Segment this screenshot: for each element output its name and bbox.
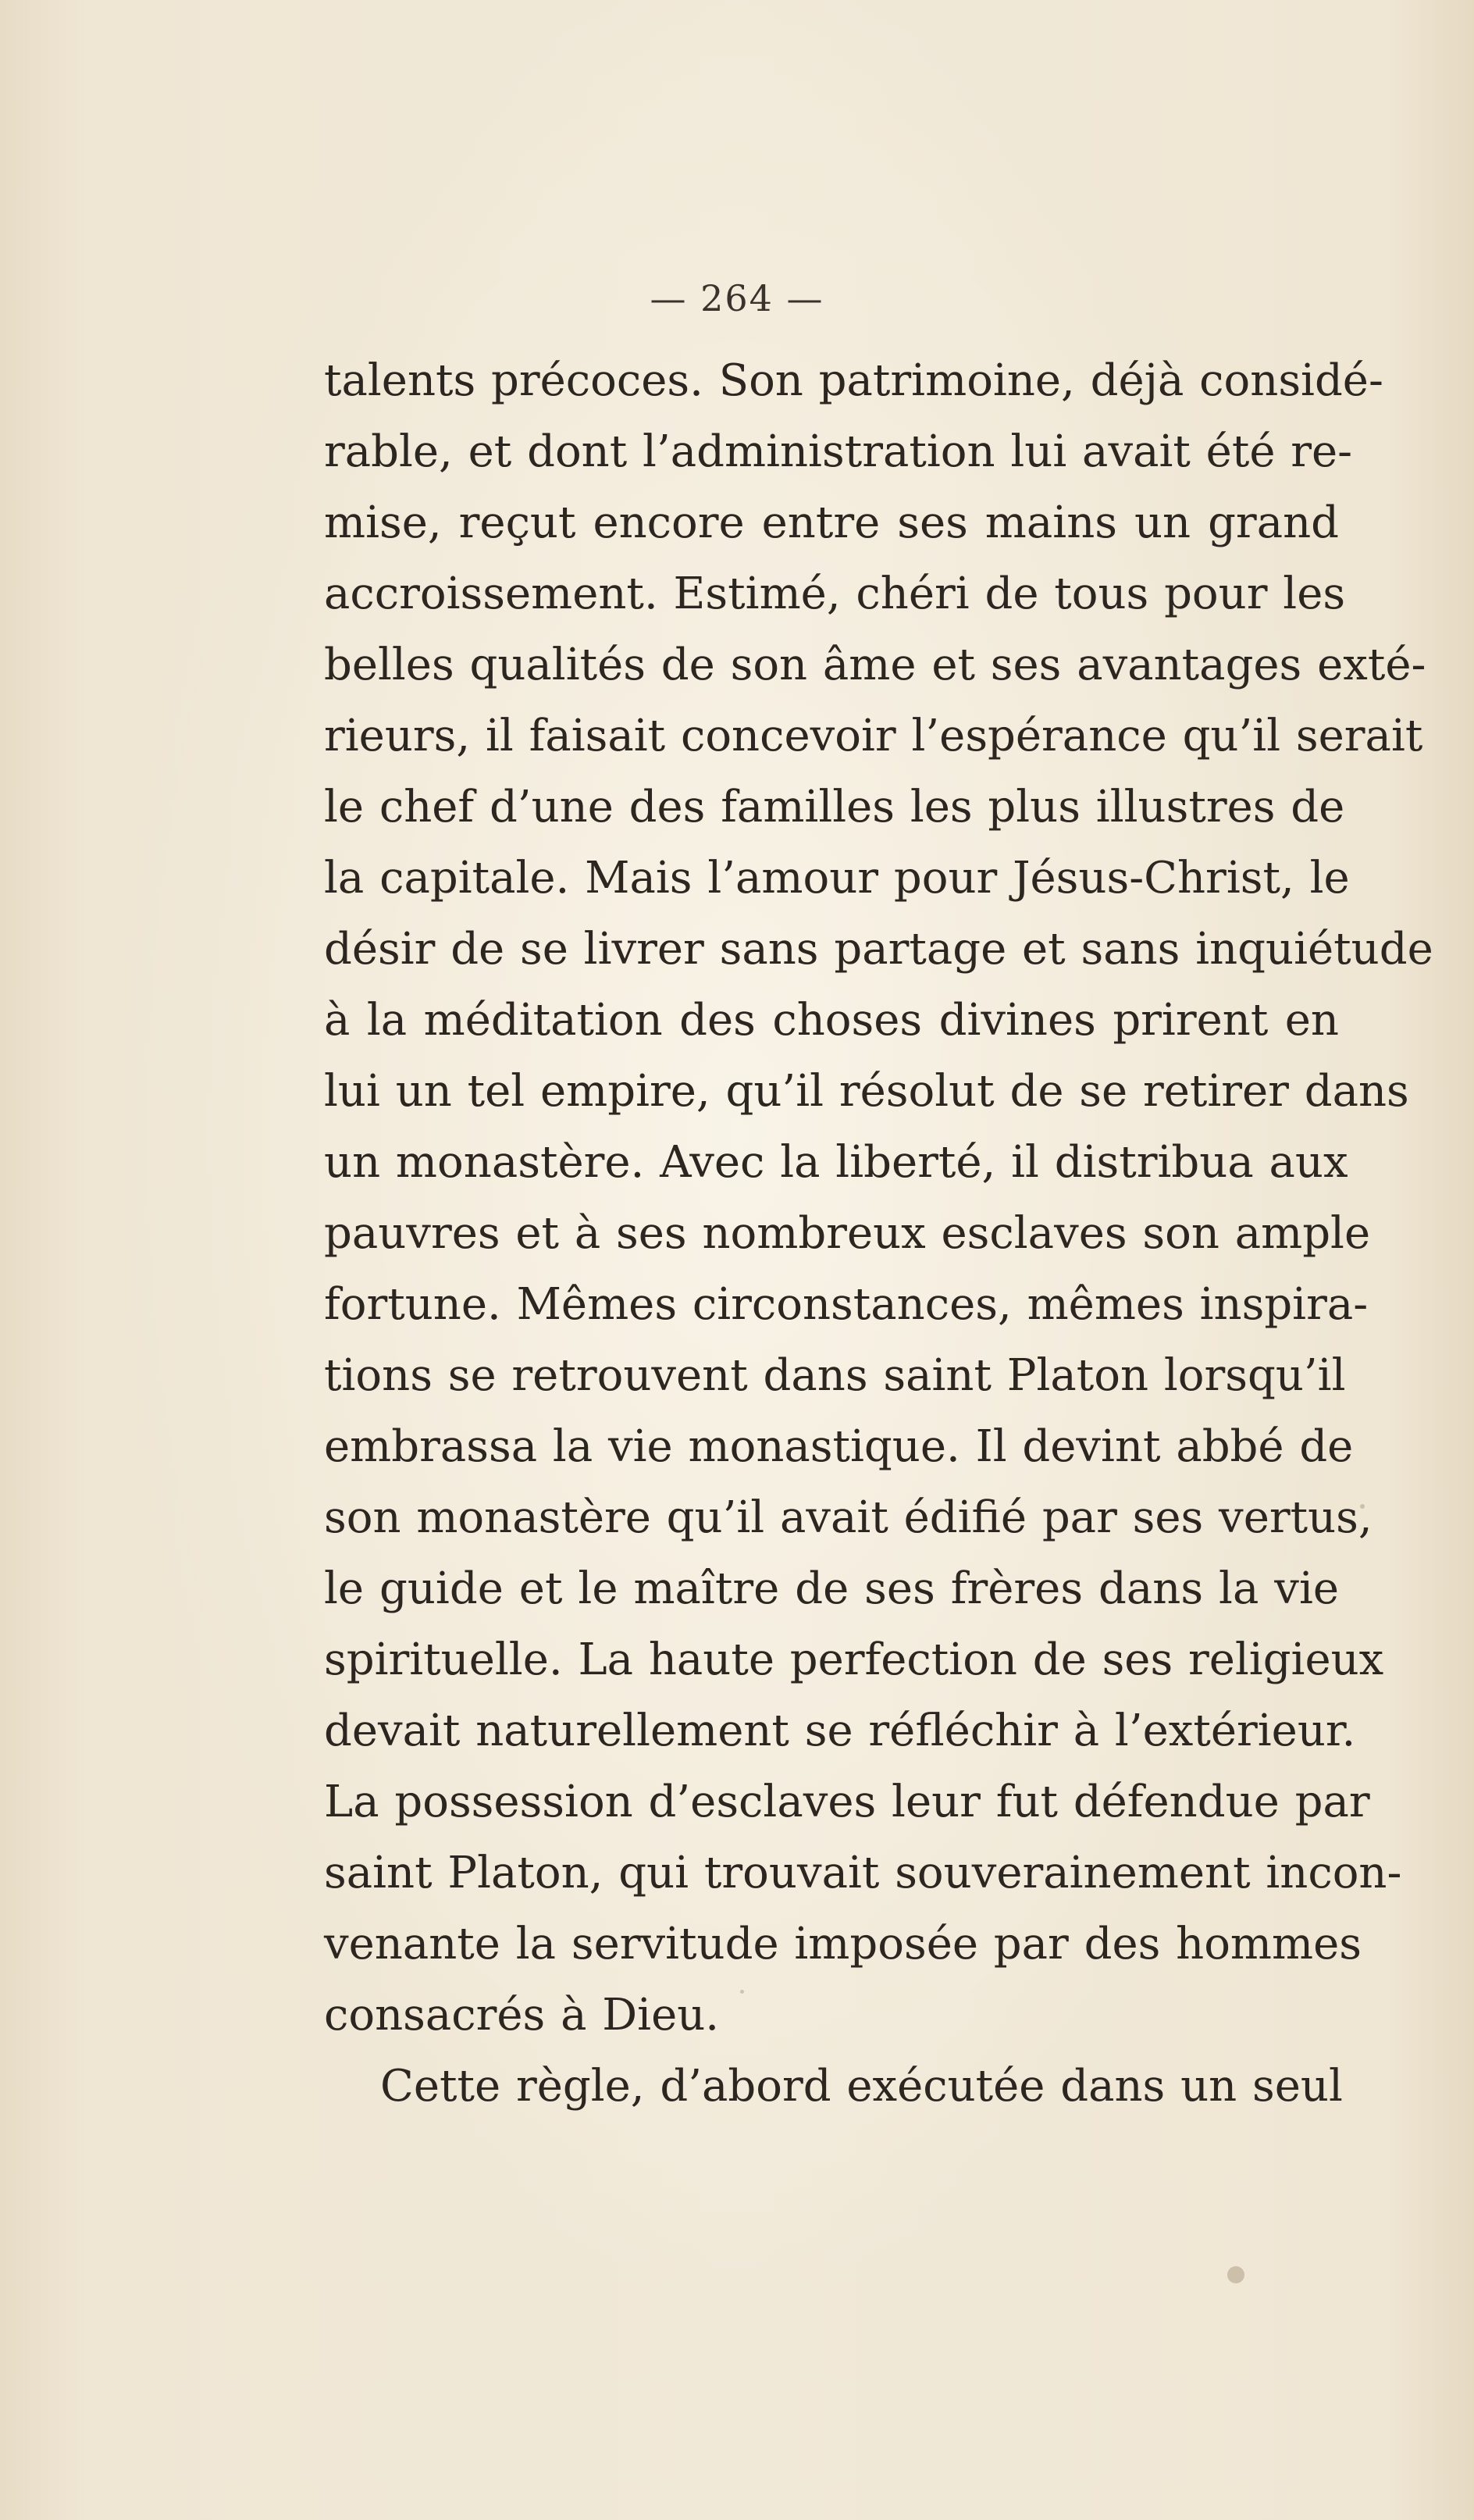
- text-line: désir de se livrer sans partage et sans inquiétude: [324, 924, 1433, 975]
- text-line: accroissement. Estimé, chéri de tous pour les: [324, 569, 1346, 619]
- text-line: la capitale. Mais l’amour pour Jésus-Christ, le: [324, 853, 1350, 904]
- text-line: le guide et le maître de ses frères dans la vie: [324, 1563, 1339, 1614]
- text-line: pauvres et à ses nombreux esclaves son ample: [324, 1208, 1371, 1259]
- text-line: mise, reçut encore entre ses mains un grand: [324, 497, 1339, 548]
- text-line: rable, et dont l’administration lui avait été re-: [324, 426, 1353, 477]
- text-line: le chef d’une des familles les plus illustres de: [324, 782, 1345, 832]
- paper-spot: [1227, 2266, 1244, 2283]
- text-line: un monastère. Avec la liberté, il distribua aux: [324, 1137, 1348, 1188]
- text-line: La possession d’esclaves leur fut défendue par: [324, 1777, 1370, 1827]
- text-line: saint Platon, qui trouvait souverainement incon-: [324, 1848, 1402, 1898]
- text-line: son monastère qu’il avait édifié par ses vertus,: [324, 1492, 1373, 1543]
- text-line: à la méditation des choses divines prirent en: [324, 995, 1339, 1046]
- text-line: venante la servitude imposée par des hommes: [324, 1919, 1362, 1969]
- text-line: lui un tel empire, qu’il résolut de se retirer dans: [324, 1066, 1409, 1117]
- text-line: fortune. Mêmes circonstances, mêmes inspira-: [324, 1279, 1369, 1330]
- text-line: spirituelle. La haute perfection de ses religieux: [324, 1634, 1384, 1685]
- text-line: embrassa la vie monastique. Il devint abbé de: [324, 1421, 1354, 1472]
- text-line: tions se retrouvent dans saint Platon lorsqu’il: [324, 1350, 1346, 1401]
- text-line: rieurs, il faisait concevoir l’espérance qu’il serait: [324, 711, 1423, 761]
- text-line: belles qualités de son âme et ses avantages exté-: [324, 640, 1426, 690]
- paragraph-end-line: consacrés à Dieu.: [324, 1990, 720, 2041]
- text-line: devait naturellement se réfléchir à l’extérieur.: [324, 1706, 1356, 1756]
- paragraph-start-line: Cette règle, d’abord exécutée dans un seul: [380, 2061, 1343, 2112]
- paper-spot: [740, 1990, 744, 1994]
- text-line: talents précoces. Son patrimoine, déjà considé-: [324, 355, 1383, 406]
- page-number-header: — 264 —: [650, 277, 824, 319]
- paper-spot: [1360, 1504, 1365, 1509]
- body-text: [324, 345, 1433, 2122]
